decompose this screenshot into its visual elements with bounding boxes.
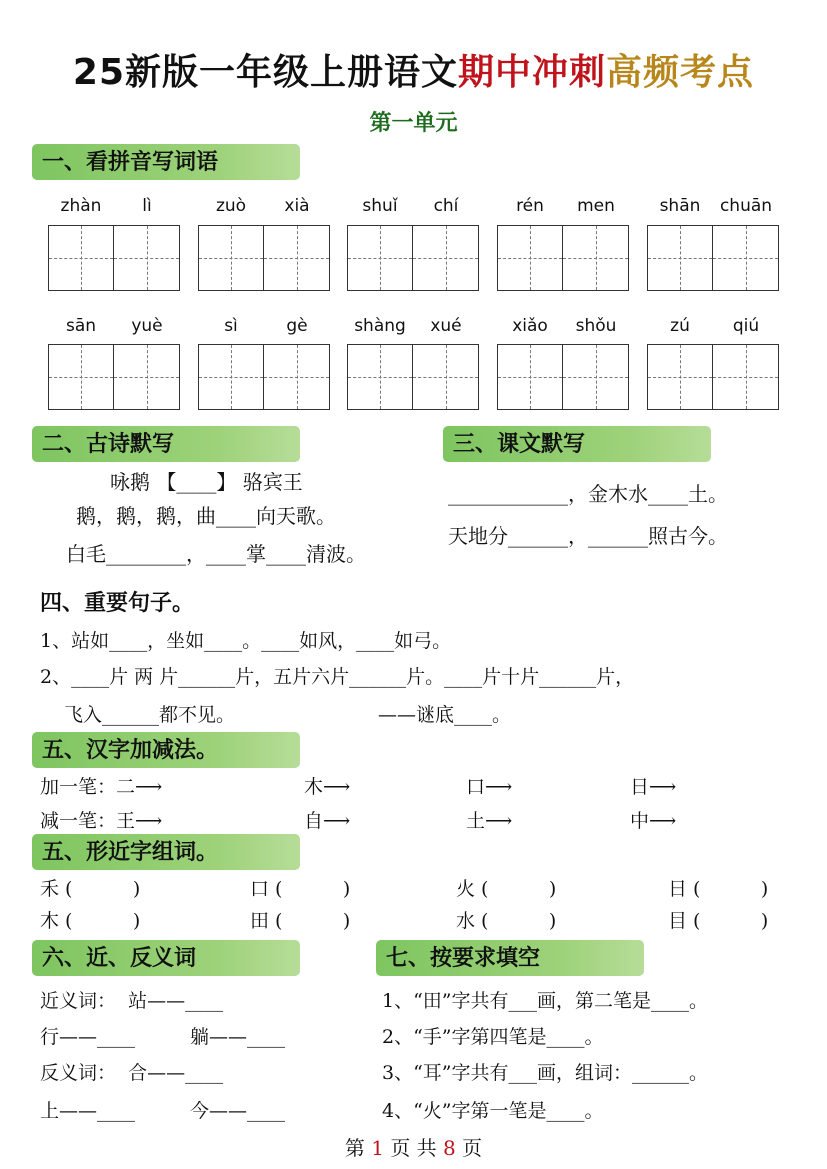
pinyin-label: xià bbox=[284, 196, 310, 216]
footer-suffix: 页 bbox=[462, 1136, 483, 1160]
writing-cell[interactable] bbox=[713, 345, 778, 409]
pinyin-label: zú bbox=[670, 316, 690, 336]
writing-grid-box[interactable] bbox=[647, 344, 779, 410]
poem-line-2: 鹅，鹅，鹅，曲____向天歌。 bbox=[76, 504, 336, 528]
writing-cell[interactable] bbox=[713, 226, 778, 290]
similar-r2c4: 目 ( ) bbox=[668, 910, 769, 932]
writing-cell[interactable] bbox=[498, 345, 563, 409]
writing-cell[interactable] bbox=[114, 226, 179, 290]
pinyin-label: sān bbox=[65, 316, 97, 336]
footer-page-number: 1 bbox=[371, 1136, 384, 1160]
similar-r2c3: 水 ( ) bbox=[456, 910, 557, 932]
sentence-line-3a: 飞入______都不见。 bbox=[64, 704, 236, 726]
section-heading-synonyms: 六、近、反义词 bbox=[32, 940, 300, 976]
writing-cell[interactable] bbox=[49, 345, 114, 409]
addsub-r2c2: 自⟶ bbox=[304, 810, 351, 832]
addsub-r1c4: 日⟶ bbox=[630, 776, 677, 798]
section-heading-similar: 五、形近字组词。 bbox=[32, 834, 300, 870]
writing-cell[interactable] bbox=[199, 345, 264, 409]
pinyin-label: zuò bbox=[215, 196, 247, 216]
writing-cell[interactable] bbox=[114, 345, 179, 409]
footer-middle: 页 共 bbox=[390, 1136, 437, 1160]
addsub-r2c1: 减一笔：王⟶ bbox=[40, 810, 163, 832]
ant-line-4b: 今——____ bbox=[190, 1100, 286, 1122]
pinyin-label: zhàn bbox=[60, 196, 102, 216]
ant-line-3: 反义词： 合——____ bbox=[40, 1062, 224, 1084]
pinyin-label: shān bbox=[659, 196, 701, 216]
pinyin-label: chí bbox=[433, 196, 459, 216]
section-heading-fill: 七、按要求填空 bbox=[376, 940, 644, 976]
addsub-r2c3: 土⟶ bbox=[466, 810, 513, 832]
writing-cell[interactable] bbox=[199, 226, 264, 290]
pinyin-label: rén bbox=[516, 196, 544, 216]
sentence-line-2: 2、____片 两 片______片，五片六片______片。____片十片______片， bbox=[40, 666, 635, 688]
writing-cell[interactable] bbox=[264, 226, 329, 290]
section-heading-addsub: 五、汉字加减法。 bbox=[32, 732, 300, 768]
pinyin-label: qiú bbox=[732, 316, 760, 336]
footer-total-pages: 8 bbox=[443, 1136, 456, 1160]
text-line-2: 天地分______，______照古今。 bbox=[448, 524, 728, 548]
section-heading-sentences: 四、重要句子。 bbox=[40, 590, 195, 616]
writing-grid-box[interactable] bbox=[347, 225, 479, 291]
similar-r2c1: 木 ( ) bbox=[40, 910, 141, 932]
writing-cell[interactable] bbox=[563, 345, 628, 409]
sentence-line-3b: ——谜底____。 bbox=[378, 704, 512, 726]
writing-cell[interactable] bbox=[563, 226, 628, 290]
writing-grid-box[interactable] bbox=[647, 225, 779, 291]
section-heading-poem: 二、古诗默写 bbox=[32, 426, 300, 462]
writing-cell[interactable] bbox=[49, 226, 114, 290]
addsub-r1c2: 木⟶ bbox=[304, 776, 351, 798]
ant-line-4a: 上——____ bbox=[40, 1100, 136, 1122]
similar-r1c2: 口 ( ) bbox=[250, 878, 351, 900]
writing-cell[interactable] bbox=[648, 226, 713, 290]
fill-line-3: 3、“耳”字共有___画，组词：______。 bbox=[382, 1062, 709, 1084]
writing-grid-box[interactable] bbox=[48, 225, 180, 291]
pinyin-label: xué bbox=[430, 316, 462, 336]
footer-prefix: 第 bbox=[344, 1136, 365, 1160]
writing-cell[interactable] bbox=[413, 226, 478, 290]
section-heading-pinyin: 一、看拼音写词语 bbox=[32, 144, 300, 180]
unit-title: 第一单元 bbox=[369, 110, 458, 136]
syn-line-2b: 躺——____ bbox=[190, 1026, 286, 1048]
writing-grid-box[interactable] bbox=[497, 225, 629, 291]
pinyin-label: shuǐ bbox=[362, 196, 398, 216]
similar-r1c3: 火 ( ) bbox=[456, 878, 557, 900]
writing-grid-box[interactable] bbox=[497, 344, 629, 410]
title-part1: 25新版一年级上册语文 bbox=[72, 52, 459, 93]
addsub-r1c3: 口⟶ bbox=[466, 776, 513, 798]
syn-line-2a: 行——____ bbox=[40, 1026, 136, 1048]
pinyin-label: lì bbox=[142, 196, 152, 216]
pinyin-label: shǒu bbox=[575, 316, 617, 336]
addsub-r2c4: 中⟶ bbox=[630, 810, 677, 832]
similar-r1c1: 禾 ( ) bbox=[40, 878, 141, 900]
writing-grid-box[interactable] bbox=[198, 225, 330, 291]
pinyin-label: shàng bbox=[354, 316, 406, 336]
title-part3: 高频考点 bbox=[606, 52, 755, 93]
section-heading-text: 三、课文默写 bbox=[443, 426, 711, 462]
page-footer bbox=[0, 1132, 827, 1161]
similar-r1c4: 日 ( ) bbox=[668, 878, 769, 900]
writing-grid-box[interactable] bbox=[48, 344, 180, 410]
writing-grid-box[interactable] bbox=[198, 344, 330, 410]
writing-grid-box[interactable] bbox=[347, 344, 479, 410]
pinyin-label: chuān bbox=[719, 196, 773, 216]
pinyin-label: sì bbox=[224, 316, 238, 336]
pinyin-label: yuè bbox=[131, 316, 163, 336]
writing-cell[interactable] bbox=[498, 226, 563, 290]
writing-cell[interactable] bbox=[348, 226, 413, 290]
syn-line-1: 近义词： 站——____ bbox=[40, 990, 224, 1012]
similar-r2c2: 田 ( ) bbox=[250, 910, 351, 932]
fill-line-2: 2、“手”字第四笔是____。 bbox=[382, 1026, 604, 1048]
writing-cell[interactable] bbox=[648, 345, 713, 409]
page-title bbox=[0, 44, 827, 95]
pinyin-label: gè bbox=[286, 316, 308, 336]
pinyin-label: xiǎo bbox=[512, 316, 548, 336]
writing-cell[interactable] bbox=[348, 345, 413, 409]
text-line-1: ____________，金木水____土。 bbox=[448, 482, 728, 506]
poem-line-3: 白毛________，____掌____清波。 bbox=[66, 542, 366, 566]
sentence-line-1: 1、站如____，坐如____。____如风，____如弓。 bbox=[40, 630, 452, 652]
writing-cell[interactable] bbox=[264, 345, 329, 409]
title-part2: 期中冲刺 bbox=[458, 52, 607, 93]
fill-line-4: 4、“火”字第一笔是____。 bbox=[382, 1100, 604, 1122]
poem-title-line: 咏鹅 【____】 骆宾王 bbox=[110, 470, 303, 494]
fill-line-1: 1、“田”字共有___画，第二笔是____。 bbox=[382, 990, 709, 1012]
writing-cell[interactable] bbox=[413, 345, 478, 409]
pinyin-label: men bbox=[577, 196, 615, 216]
addsub-r1c1: 加一笔：二⟶ bbox=[40, 776, 163, 798]
